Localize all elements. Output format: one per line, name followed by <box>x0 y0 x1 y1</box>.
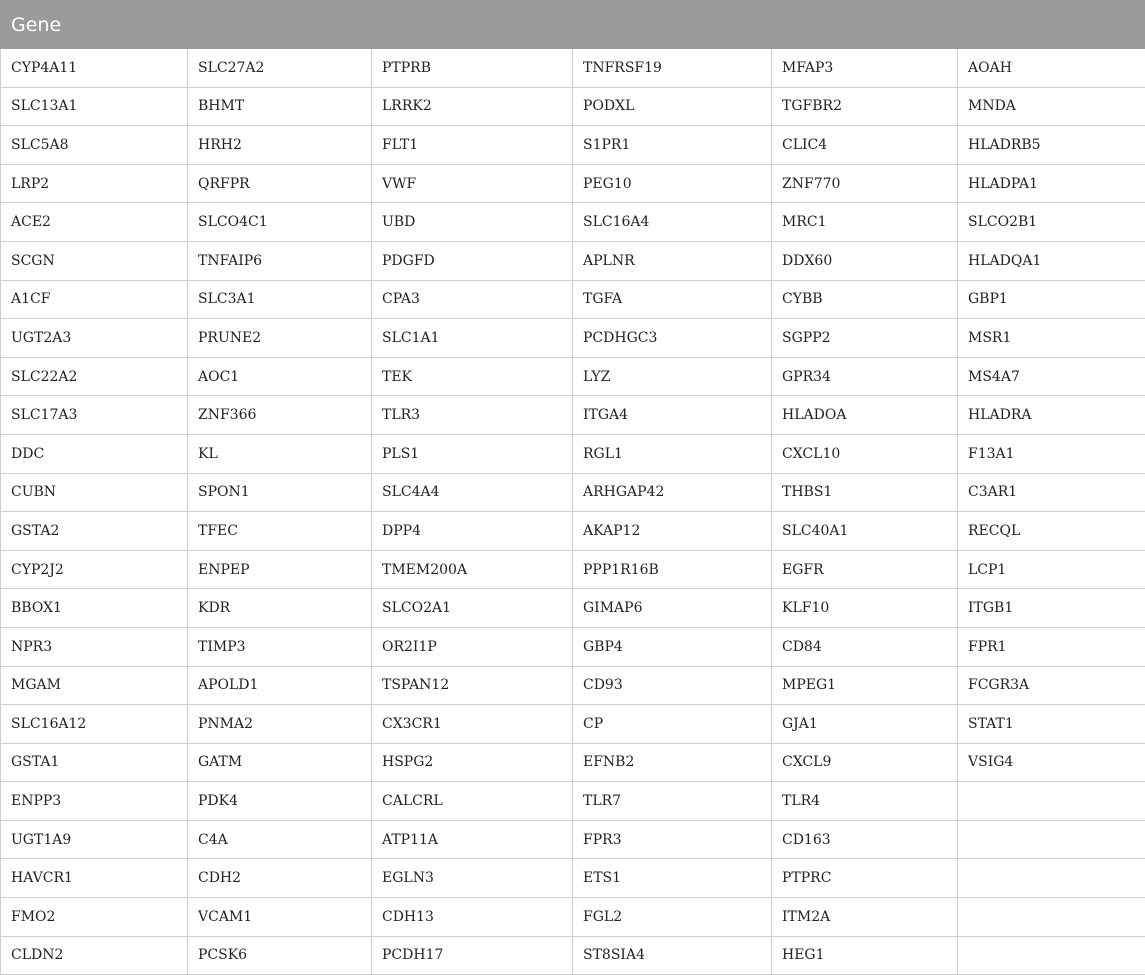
gene-cell: PODXL <box>573 87 772 126</box>
gene-cell: MNDA <box>958 87 1145 126</box>
header-row <box>1 1 1145 49</box>
gene-cell: CXCL9 <box>772 743 958 782</box>
gene-cell: FPR3 <box>573 820 772 859</box>
table-row <box>1 820 1145 859</box>
gene-cell: THBS1 <box>772 473 958 512</box>
gene-cell: TIMP3 <box>188 627 372 666</box>
gene-cell: APLNR <box>573 241 772 280</box>
gene-cell: PTPRB <box>372 49 573 88</box>
gene-cell: BBOX1 <box>1 589 188 628</box>
table-row <box>1 898 1145 937</box>
gene-cell: SLCO2A1 <box>372 589 573 628</box>
gene-cell: SLC40A1 <box>772 512 958 551</box>
gene-cell: KDR <box>188 589 372 628</box>
gene-cell: FPR1 <box>958 627 1145 666</box>
gene-cell: TFEC <box>188 512 372 551</box>
gene-column-header: Gene <box>1 1 1145 49</box>
gene-cell: TLR3 <box>372 396 573 435</box>
gene-cell: CUBN <box>1 473 188 512</box>
gene-cell <box>958 782 1145 821</box>
table-row <box>1 743 1145 782</box>
table-row <box>1 627 1145 666</box>
gene-cell: HAVCR1 <box>1 859 188 898</box>
gene-cell: TNFAIP6 <box>188 241 372 280</box>
gene-cell: MRC1 <box>772 203 958 242</box>
table-row <box>1 666 1145 705</box>
table-row <box>1 280 1145 319</box>
gene-cell: CXCL10 <box>772 434 958 473</box>
gene-cell: RECQL <box>958 512 1145 551</box>
gene-cell: FLT1 <box>372 126 573 165</box>
gene-cell: PCDHGC3 <box>573 319 772 358</box>
gene-cell: SGPP2 <box>772 319 958 358</box>
gene-cell: FCGR3A <box>958 666 1145 705</box>
gene-cell: PTPRC <box>772 859 958 898</box>
gene-cell: GSTA2 <box>1 512 188 551</box>
gene-cell: MS4A7 <box>958 357 1145 396</box>
gene-cell: PNMA2 <box>188 705 372 744</box>
gene-cell: VWF <box>372 164 573 203</box>
gene-cell: FGL2 <box>573 898 772 937</box>
gene-cell: LYZ <box>573 357 772 396</box>
gene-cell: MGAM <box>1 666 188 705</box>
gene-cell: ENPEP <box>188 550 372 589</box>
gene-cell: TGFA <box>573 280 772 319</box>
gene-cell: LCP1 <box>958 550 1145 589</box>
table-row <box>1 164 1145 203</box>
table-row <box>1 203 1145 242</box>
gene-cell: GJA1 <box>772 705 958 744</box>
gene-cell: SLC13A1 <box>1 87 188 126</box>
gene-cell: KLF10 <box>772 589 958 628</box>
gene-cell: EFNB2 <box>573 743 772 782</box>
gene-cell: CLDN2 <box>1 936 188 975</box>
gene-cell: ZNF366 <box>188 396 372 435</box>
gene-cell: C4A <box>188 820 372 859</box>
gene-cell: CD163 <box>772 820 958 859</box>
gene-cell: DPP4 <box>372 512 573 551</box>
gene-cell: PPP1R16B <box>573 550 772 589</box>
gene-cell: PDK4 <box>188 782 372 821</box>
gene-cell <box>958 859 1145 898</box>
gene-cell: EGFR <box>772 550 958 589</box>
gene-cell: DDC <box>1 434 188 473</box>
gene-cell: TMEM200A <box>372 550 573 589</box>
gene-cell: HRH2 <box>188 126 372 165</box>
gene-cell: PCDH17 <box>372 936 573 975</box>
gene-cell: PDGFD <box>372 241 573 280</box>
gene-cell: PLS1 <box>372 434 573 473</box>
table-row <box>1 589 1145 628</box>
gene-cell: RGL1 <box>573 434 772 473</box>
gene-cell: CDH2 <box>188 859 372 898</box>
gene-cell: PRUNE2 <box>188 319 372 358</box>
table-row <box>1 241 1145 280</box>
gene-cell <box>958 936 1145 975</box>
gene-cell: CP <box>573 705 772 744</box>
table-row <box>1 434 1145 473</box>
table-row <box>1 936 1145 975</box>
table-row <box>1 859 1145 898</box>
gene-cell: SLCO2B1 <box>958 203 1145 242</box>
gene-cell: HSPG2 <box>372 743 573 782</box>
gene-cell: SLC17A3 <box>1 396 188 435</box>
gene-cell: GPR34 <box>772 357 958 396</box>
gene-cell: KL <box>188 434 372 473</box>
gene-cell: UGT1A9 <box>1 820 188 859</box>
gene-cell: APOLD1 <box>188 666 372 705</box>
gene-cell: ST8SIA4 <box>573 936 772 975</box>
gene-cell: CX3CR1 <box>372 705 573 744</box>
table-row <box>1 705 1145 744</box>
gene-cell: PCSK6 <box>188 936 372 975</box>
gene-cell: NPR3 <box>1 627 188 666</box>
gene-cell <box>958 898 1145 937</box>
gene-cell: ZNF770 <box>772 164 958 203</box>
gene-cell: MFAP3 <box>772 49 958 88</box>
gene-cell: HLADPA1 <box>958 164 1145 203</box>
gene-cell: STAT1 <box>958 705 1145 744</box>
gene-cell: VSIG4 <box>958 743 1145 782</box>
gene-cell: TNFRSF19 <box>573 49 772 88</box>
gene-cell: F13A1 <box>958 434 1145 473</box>
gene-cell: CD84 <box>772 627 958 666</box>
gene-cell: ARHGAP42 <box>573 473 772 512</box>
gene-cell: HLADRA <box>958 396 1145 435</box>
gene-cell: SLC22A2 <box>1 357 188 396</box>
gene-cell: AOC1 <box>188 357 372 396</box>
gene-cell: ITGA4 <box>573 396 772 435</box>
gene-cell: CPA3 <box>372 280 573 319</box>
gene-cell: DDX60 <box>772 241 958 280</box>
gene-cell: CDH13 <box>372 898 573 937</box>
table-row <box>1 473 1145 512</box>
gene-cell: TLR4 <box>772 782 958 821</box>
gene-cell: GBP4 <box>573 627 772 666</box>
gene-cell: SLC5A8 <box>1 126 188 165</box>
gene-cell: SLC16A12 <box>1 705 188 744</box>
gene-cell: GSTA1 <box>1 743 188 782</box>
gene-cell: AKAP12 <box>573 512 772 551</box>
gene-cell: CALCRL <box>372 782 573 821</box>
gene-cell: CYP4A11 <box>1 49 188 88</box>
gene-cell: ACE2 <box>1 203 188 242</box>
gene-cell: S1PR1 <box>573 126 772 165</box>
gene-cell: GBP1 <box>958 280 1145 319</box>
gene-cell: ITGB1 <box>958 589 1145 628</box>
gene-cell: ATP11A <box>372 820 573 859</box>
gene-cell: UGT2A3 <box>1 319 188 358</box>
gene-cell: UBD <box>372 203 573 242</box>
table-row <box>1 550 1145 589</box>
gene-cell: GATM <box>188 743 372 782</box>
gene-cell: CLIC4 <box>772 126 958 165</box>
gene-cell: OR2I1P <box>372 627 573 666</box>
gene-cell: QRFPR <box>188 164 372 203</box>
gene-cell: SLCO4C1 <box>188 203 372 242</box>
table-row <box>1 396 1145 435</box>
gene-cell: HLADQA1 <box>958 241 1145 280</box>
table-row <box>1 49 1145 88</box>
gene-cell: VCAM1 <box>188 898 372 937</box>
gene-cell: TSPAN12 <box>372 666 573 705</box>
gene-cell: SPON1 <box>188 473 372 512</box>
gene-cell: A1CF <box>1 280 188 319</box>
gene-cell: TLR7 <box>573 782 772 821</box>
table-body <box>1 49 1145 975</box>
gene-cell: ENPP3 <box>1 782 188 821</box>
gene-cell: TGFBR2 <box>772 87 958 126</box>
gene-cell: C3AR1 <box>958 473 1145 512</box>
gene-cell: SLC3A1 <box>188 280 372 319</box>
gene-cell: HLADRB5 <box>958 126 1145 165</box>
gene-cell: TEK <box>372 357 573 396</box>
gene-cell: MSR1 <box>958 319 1145 358</box>
table-row <box>1 319 1145 358</box>
table-header <box>1 1 1145 49</box>
gene-cell: ITM2A <box>772 898 958 937</box>
gene-cell <box>958 820 1145 859</box>
gene-cell: CD93 <box>573 666 772 705</box>
gene-cell: HEG1 <box>772 936 958 975</box>
table-row <box>1 512 1145 551</box>
gene-cell: SLC16A4 <box>573 203 772 242</box>
gene-cell: SLC27A2 <box>188 49 372 88</box>
gene-cell: PEG10 <box>573 164 772 203</box>
table-row <box>1 87 1145 126</box>
table-row <box>1 782 1145 821</box>
gene-cell: CYP2J2 <box>1 550 188 589</box>
gene-cell: LRP2 <box>1 164 188 203</box>
gene-cell: FMO2 <box>1 898 188 937</box>
gene-cell: ETS1 <box>573 859 772 898</box>
gene-cell: BHMT <box>188 87 372 126</box>
gene-cell: GIMAP6 <box>573 589 772 628</box>
gene-cell: EGLN3 <box>372 859 573 898</box>
table-row <box>1 126 1145 165</box>
gene-cell: SLC1A1 <box>372 319 573 358</box>
gene-cell: MPEG1 <box>772 666 958 705</box>
gene-cell: CYBB <box>772 280 958 319</box>
gene-cell: HLADOA <box>772 396 958 435</box>
gene-cell: SLC4A4 <box>372 473 573 512</box>
gene-cell: LRRK2 <box>372 87 573 126</box>
gene-cell: AOAH <box>958 49 1145 88</box>
table-row <box>1 357 1145 396</box>
gene-cell: SCGN <box>1 241 188 280</box>
